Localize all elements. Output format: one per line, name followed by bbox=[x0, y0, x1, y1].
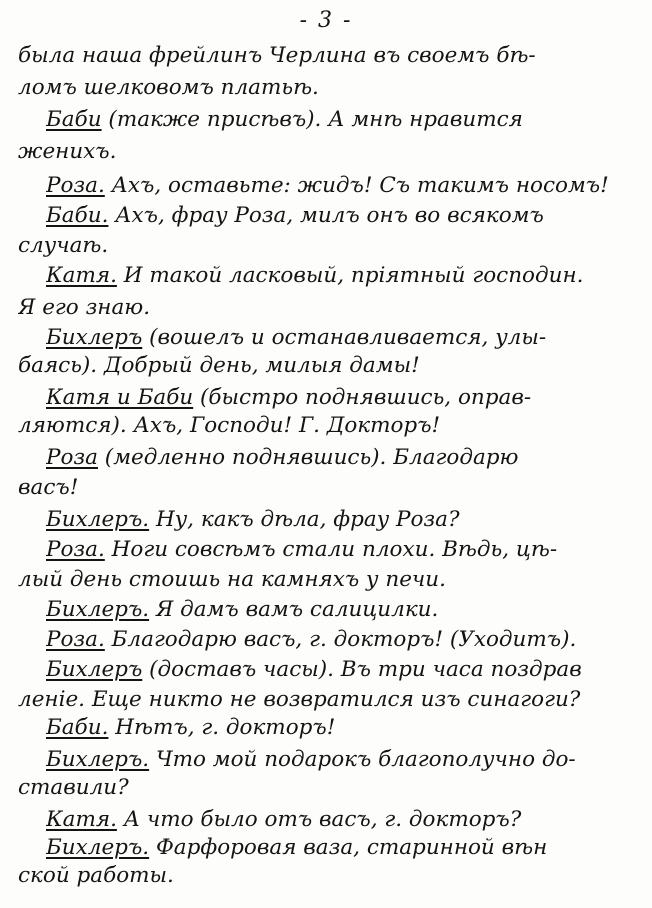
text-line bbox=[18, 42, 638, 70]
line-text: И такой ласковый, пріятный господин. bbox=[116, 263, 584, 288]
line-text: (доставъ часы). Въ три часа поздрав bbox=[142, 657, 582, 682]
line-text: женихъ. bbox=[18, 139, 117, 164]
text-line bbox=[18, 294, 638, 322]
dialogue-line bbox=[46, 506, 638, 534]
line-text: Что мой подарокъ благополучно до- bbox=[149, 747, 576, 772]
text-line bbox=[18, 566, 638, 594]
dialogue-line bbox=[46, 656, 638, 684]
speaker-name: Катя. bbox=[46, 807, 117, 832]
line-text: (также присѣвъ). А мнѣ нравится bbox=[101, 107, 523, 132]
speaker-name: Бихлеръ. bbox=[46, 507, 150, 532]
speaker-name: Роза. bbox=[46, 537, 105, 562]
speaker-name: Бихлеръ bbox=[46, 325, 143, 350]
line-text: баясь). Добрый день, милыя дамы! bbox=[18, 353, 420, 378]
dialogue-line bbox=[46, 262, 638, 290]
dialogue-line bbox=[46, 202, 638, 230]
dialogue-line bbox=[46, 834, 638, 862]
line-text: Благодарю васъ, г. докторъ! (Уходитъ). bbox=[104, 627, 577, 652]
text-line bbox=[18, 862, 638, 890]
speaker-name: Роза. bbox=[46, 627, 105, 652]
dialogue-line bbox=[46, 106, 638, 134]
text-line bbox=[18, 232, 638, 260]
text-line bbox=[18, 774, 638, 802]
dialogue-line bbox=[46, 714, 638, 742]
text-line bbox=[18, 138, 638, 166]
dialogue-line bbox=[46, 536, 638, 564]
text-line bbox=[18, 474, 638, 502]
speaker-name: Роза. bbox=[46, 173, 105, 198]
text-line bbox=[18, 686, 638, 714]
line-text: васъ! bbox=[18, 475, 79, 500]
dialogue-line bbox=[46, 626, 638, 654]
line-text: Я его знаю. bbox=[18, 295, 151, 320]
dialogue-line bbox=[46, 806, 638, 834]
speaker-name: Катя. bbox=[46, 263, 117, 288]
speaker-name: Бихлеръ. bbox=[46, 835, 150, 860]
text-line bbox=[18, 74, 638, 102]
line-text: леніе. Еще никто не возвратился изъ синагоги? bbox=[18, 687, 581, 712]
speaker-name: Баби. bbox=[46, 203, 109, 228]
line-text: Ноги совсѣмъ стали плохи. Вѣдь, цѣ- bbox=[104, 537, 558, 562]
line-text: Фарфоровая ваза, старинной вѣн bbox=[149, 835, 548, 860]
speaker-name: Баби bbox=[46, 107, 102, 132]
speaker-name: Баби. bbox=[46, 715, 109, 740]
dialogue-line bbox=[46, 444, 638, 472]
text-line bbox=[18, 412, 638, 440]
line-text: ляются). Ахъ, Господи! Г. Докторъ! bbox=[18, 413, 441, 438]
line-text: случаѣ. bbox=[18, 233, 109, 258]
line-text: ской работы. bbox=[18, 863, 174, 888]
dialogue-line bbox=[46, 172, 638, 200]
speaker-name: Роза bbox=[46, 445, 98, 470]
line-text: лый день стоишь на камняхъ у печи. bbox=[18, 567, 446, 592]
text-line bbox=[18, 352, 638, 380]
line-text: А что было отъ васъ, г. докторъ? bbox=[116, 807, 522, 832]
line-text: (быстро поднявшись, оправ- bbox=[193, 385, 532, 410]
dialogue-line bbox=[46, 596, 638, 624]
line-text: Ну, какъ дѣла, фрау Роза? bbox=[149, 507, 460, 532]
speaker-name: Бихлеръ. bbox=[46, 597, 150, 622]
speaker-name: Бихлеръ. bbox=[46, 747, 150, 772]
line-text: Нѣтъ, г. докторъ! bbox=[108, 715, 336, 740]
dialogue-line bbox=[46, 384, 638, 412]
line-text: ломъ шелковомъ платьѣ. bbox=[18, 75, 319, 100]
line-text: ставили? bbox=[18, 775, 129, 800]
dialogue-line bbox=[46, 746, 638, 774]
line-text: (вошелъ и останавливается, улы- bbox=[142, 325, 547, 350]
dialogue-line bbox=[46, 324, 638, 352]
page-number: - 3 - bbox=[299, 8, 353, 33]
speaker-name: Бихлеръ bbox=[46, 657, 143, 682]
line-text: Ахъ, фрау Роза, милъ онъ во всякомъ bbox=[108, 203, 544, 228]
line-text: (медленно поднявшись). Благодарю bbox=[97, 445, 519, 470]
line-text: Ахъ, оставьте: жидъ! Съ такимъ носомъ! bbox=[104, 173, 609, 198]
speaker-name: Катя и Баби bbox=[46, 385, 194, 410]
line-text: была наша фрейлинъ Черлина въ своемъ бѣ- bbox=[18, 43, 536, 68]
line-text: Я дамъ вамъ салицилки. bbox=[149, 597, 439, 622]
